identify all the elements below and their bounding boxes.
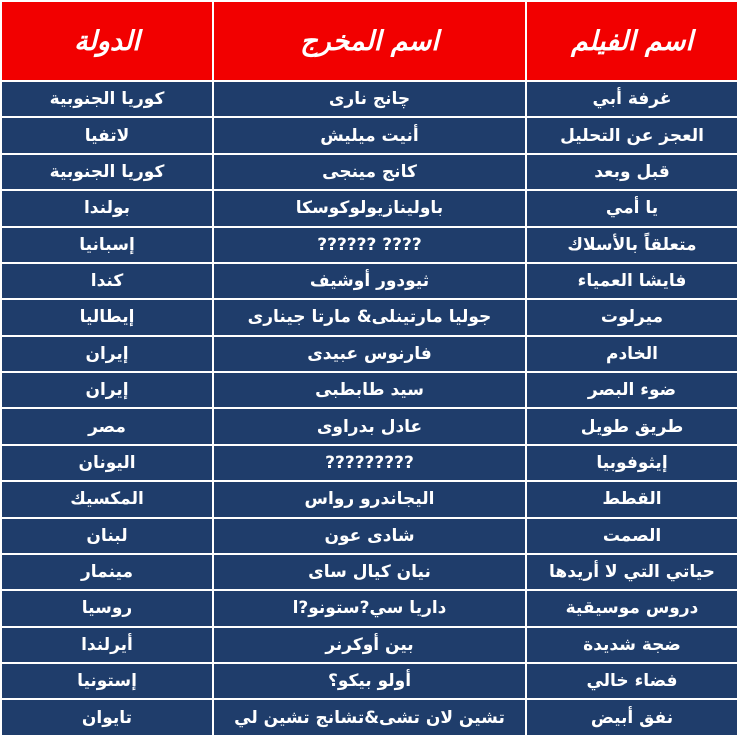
cell-film-name: ضوء البصر bbox=[526, 372, 737, 408]
cell-country: لاتفيا bbox=[1, 117, 213, 153]
cell-director-name: اليجاندرو رواس bbox=[213, 481, 526, 517]
cell-country: بولندا bbox=[1, 190, 213, 226]
cell-director-name: أولو بيكو؟ bbox=[213, 663, 526, 699]
cell-director-name: بين أوكرنر bbox=[213, 627, 526, 663]
cell-director-name: كانج مينجى bbox=[213, 154, 526, 190]
table-row bbox=[1, 518, 737, 554]
cell-director-name: چانج نارى bbox=[213, 81, 526, 117]
cell-country: إيران bbox=[1, 372, 213, 408]
table-header bbox=[1, 1, 737, 81]
cell-country: المكسيك bbox=[1, 481, 213, 517]
cell-country: كندا bbox=[1, 263, 213, 299]
cell-country: كوريا الجنوبية bbox=[1, 81, 213, 117]
header-country: الدولة bbox=[1, 1, 213, 81]
table-row bbox=[1, 117, 737, 153]
cell-country: إستونيا bbox=[1, 663, 213, 699]
cell-country: تايوان bbox=[1, 699, 213, 736]
table-row bbox=[1, 154, 737, 190]
table-row bbox=[1, 699, 737, 736]
cell-country: لبنان bbox=[1, 518, 213, 554]
cell-director-name: سيد طابطبى bbox=[213, 372, 526, 408]
cell-director-name: داريا سي?ستونو?ا bbox=[213, 590, 526, 626]
cell-country: مصر bbox=[1, 408, 213, 444]
cell-country: إسبانيا bbox=[1, 227, 213, 263]
cell-director-name: جوليا مارتينلى& مارتا جينارى bbox=[213, 299, 526, 335]
table-row bbox=[1, 481, 737, 517]
table-row bbox=[1, 372, 737, 408]
table-row bbox=[1, 299, 737, 335]
cell-director-name: شادى عون bbox=[213, 518, 526, 554]
cell-film-name: غرفة أبي bbox=[526, 81, 737, 117]
cell-director-name: عادل بدراوى bbox=[213, 408, 526, 444]
table-row bbox=[1, 590, 737, 626]
table-row bbox=[1, 190, 737, 226]
cell-film-name: القطط bbox=[526, 481, 737, 517]
cell-country: روسيا bbox=[1, 590, 213, 626]
table-row bbox=[1, 627, 737, 663]
cell-film-name: العجز عن التحليل bbox=[526, 117, 737, 153]
header-director-name: اسم المخرج bbox=[213, 1, 526, 81]
cell-director-name: ???? ?????? bbox=[213, 227, 526, 263]
cell-film-name: طريق طويل bbox=[526, 408, 737, 444]
cell-film-name: دروس موسيقية bbox=[526, 590, 737, 626]
table-row bbox=[1, 227, 737, 263]
table-row bbox=[1, 408, 737, 444]
cell-director-name: ????????? bbox=[213, 445, 526, 481]
cell-country: اليونان bbox=[1, 445, 213, 481]
cell-film-name: فايشا العمياء bbox=[526, 263, 737, 299]
header-row bbox=[1, 1, 737, 81]
cell-country: أيرلندا bbox=[1, 627, 213, 663]
cell-director-name: تشين لان تشى&تشانج تشين لي bbox=[213, 699, 526, 736]
cell-country: مينمار bbox=[1, 554, 213, 590]
cell-director-name: ثيودور أوشيف bbox=[213, 263, 526, 299]
table-row bbox=[1, 554, 737, 590]
cell-film-name: نفق أبيض bbox=[526, 699, 737, 736]
cell-film-name: يا أمي bbox=[526, 190, 737, 226]
table-body bbox=[1, 81, 737, 736]
table-row bbox=[1, 663, 737, 699]
table-row bbox=[1, 81, 737, 117]
cell-director-name: أنيت ميليش bbox=[213, 117, 526, 153]
cell-film-name: قبل وبعد bbox=[526, 154, 737, 190]
cell-film-name: حياتي التي لا أريدها bbox=[526, 554, 737, 590]
table-row bbox=[1, 263, 737, 299]
cell-director-name: فارنوس عبيدى bbox=[213, 336, 526, 372]
cell-film-name: ضجة شديدة bbox=[526, 627, 737, 663]
cell-director-name: نيان كيال ساى bbox=[213, 554, 526, 590]
cell-film-name: ميرلوت bbox=[526, 299, 737, 335]
table-row bbox=[1, 445, 737, 481]
cell-film-name: فضاء خالي bbox=[526, 663, 737, 699]
cell-country: إيطاليا bbox=[1, 299, 213, 335]
table-row bbox=[1, 336, 737, 372]
cell-film-name: متعلقاً بالأسلاك bbox=[526, 227, 737, 263]
cell-country: إيران bbox=[1, 336, 213, 372]
cell-director-name: باولينازيولوكوسكا bbox=[213, 190, 526, 226]
cell-country: كوريا الجنوبية bbox=[1, 154, 213, 190]
cell-film-name: الصمت bbox=[526, 518, 737, 554]
cell-film-name: إيثوفوبيا bbox=[526, 445, 737, 481]
cell-film-name: الخادم bbox=[526, 336, 737, 372]
header-film-name: اسم الفيلم bbox=[526, 1, 737, 81]
